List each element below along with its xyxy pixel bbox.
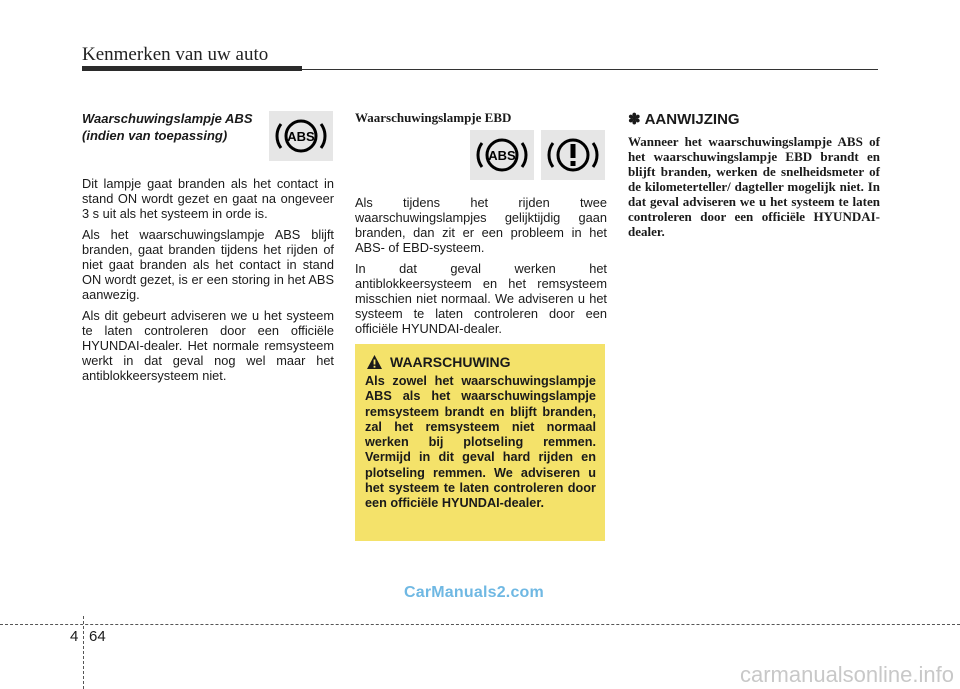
svg-text:ABS: ABS [488,148,516,163]
warning-body: Als zowel het waarschuwingslampje ABS als het waarschuwingslampje remsysteem brandt en blijft branden, zal het remsysteem niet normaal werken bij plotseling remmen. Vermijd in dit geval hard rijden en plotseling remmen. We adviseren u het systeem te laten controleren door een officiële HYUNDAI-dealer. [365,374,596,511]
abs-paragraph-1: Dit lampje gaat branden als het contact in stand ON wordt gezet en gaat na ongeveer 3 s uit als het systeem in orde is. [82,176,334,221]
footer-divider [83,616,84,689]
brake-warning-icon [541,130,605,180]
footer-rule [0,624,960,625]
page-header-title: Kenmerken van uw auto [82,44,269,65]
note-asterisk-icon: ✽ [628,111,641,128]
note-title-row [628,110,880,128]
site-watermark: carmanualsonline.info [739,662,954,687]
chapter-number: 4 [70,628,79,645]
page-number: 64 [89,628,106,645]
ebd-paragraph-2: In dat geval werken het antiblokkeersysteem en het remsysteem misschien niet normaal. We adviseren u het systeem te laten controleren door een officiële HYUNDAI-dealer. [355,261,607,336]
carmanuals-watermark: CarManuals2.com [404,584,544,601]
column-note [628,110,880,239]
note-title: AANWIJZING [644,110,740,128]
note-body: Wanneer het waarschuwingslampje ABS of het waarschuwingslampje EBD brandt en blijft branden, werken de snelheidsmeter of de kilometerteller/ dagteller mogelijk niet. In dat geval adviseren we u het systeem te laten controleren door een officiële HYUNDAI-dealer. [628,134,880,239]
abs-paragraph-2: Als het waarschuwingslampje ABS blijft branden, gaat branden tijdens het rijden of niet gaat branden als het contact in stand ON wordt gezet, is er een storing in het ABS aanwezig. [82,227,334,302]
svg-text:ABS: ABS [287,129,315,144]
abs-warning-icon [269,111,333,161]
abs-warning-icon [470,130,534,180]
warning-triangle-icon [367,355,382,369]
abs-paragraph-3: Als dit gebeurt adviseren we u het systeem te laten controleren door een officiële HYUNDAI-dealer. Het normale remsysteem werkt in dat geval nog wel maar het antiblokkeersysteem niet. [82,308,334,383]
ebd-paragraph-1: Als tijdens het rijden twee waarschuwingslampjes gelijktijdig gaan branden, dan zit er een probleem in het ABS- of EBD-systeem. [355,195,607,255]
header-bar [82,66,302,71]
warning-box [355,344,605,541]
abs-heading: Waarschuwingslampje ABS (indien van toepassing) [82,111,253,143]
ebd-heading: Waarschuwingslampje EBD [355,110,512,125]
warning-title: WAARSCHUWING [390,354,511,370]
header-rule [302,69,878,70]
warning-title-row [367,354,596,370]
